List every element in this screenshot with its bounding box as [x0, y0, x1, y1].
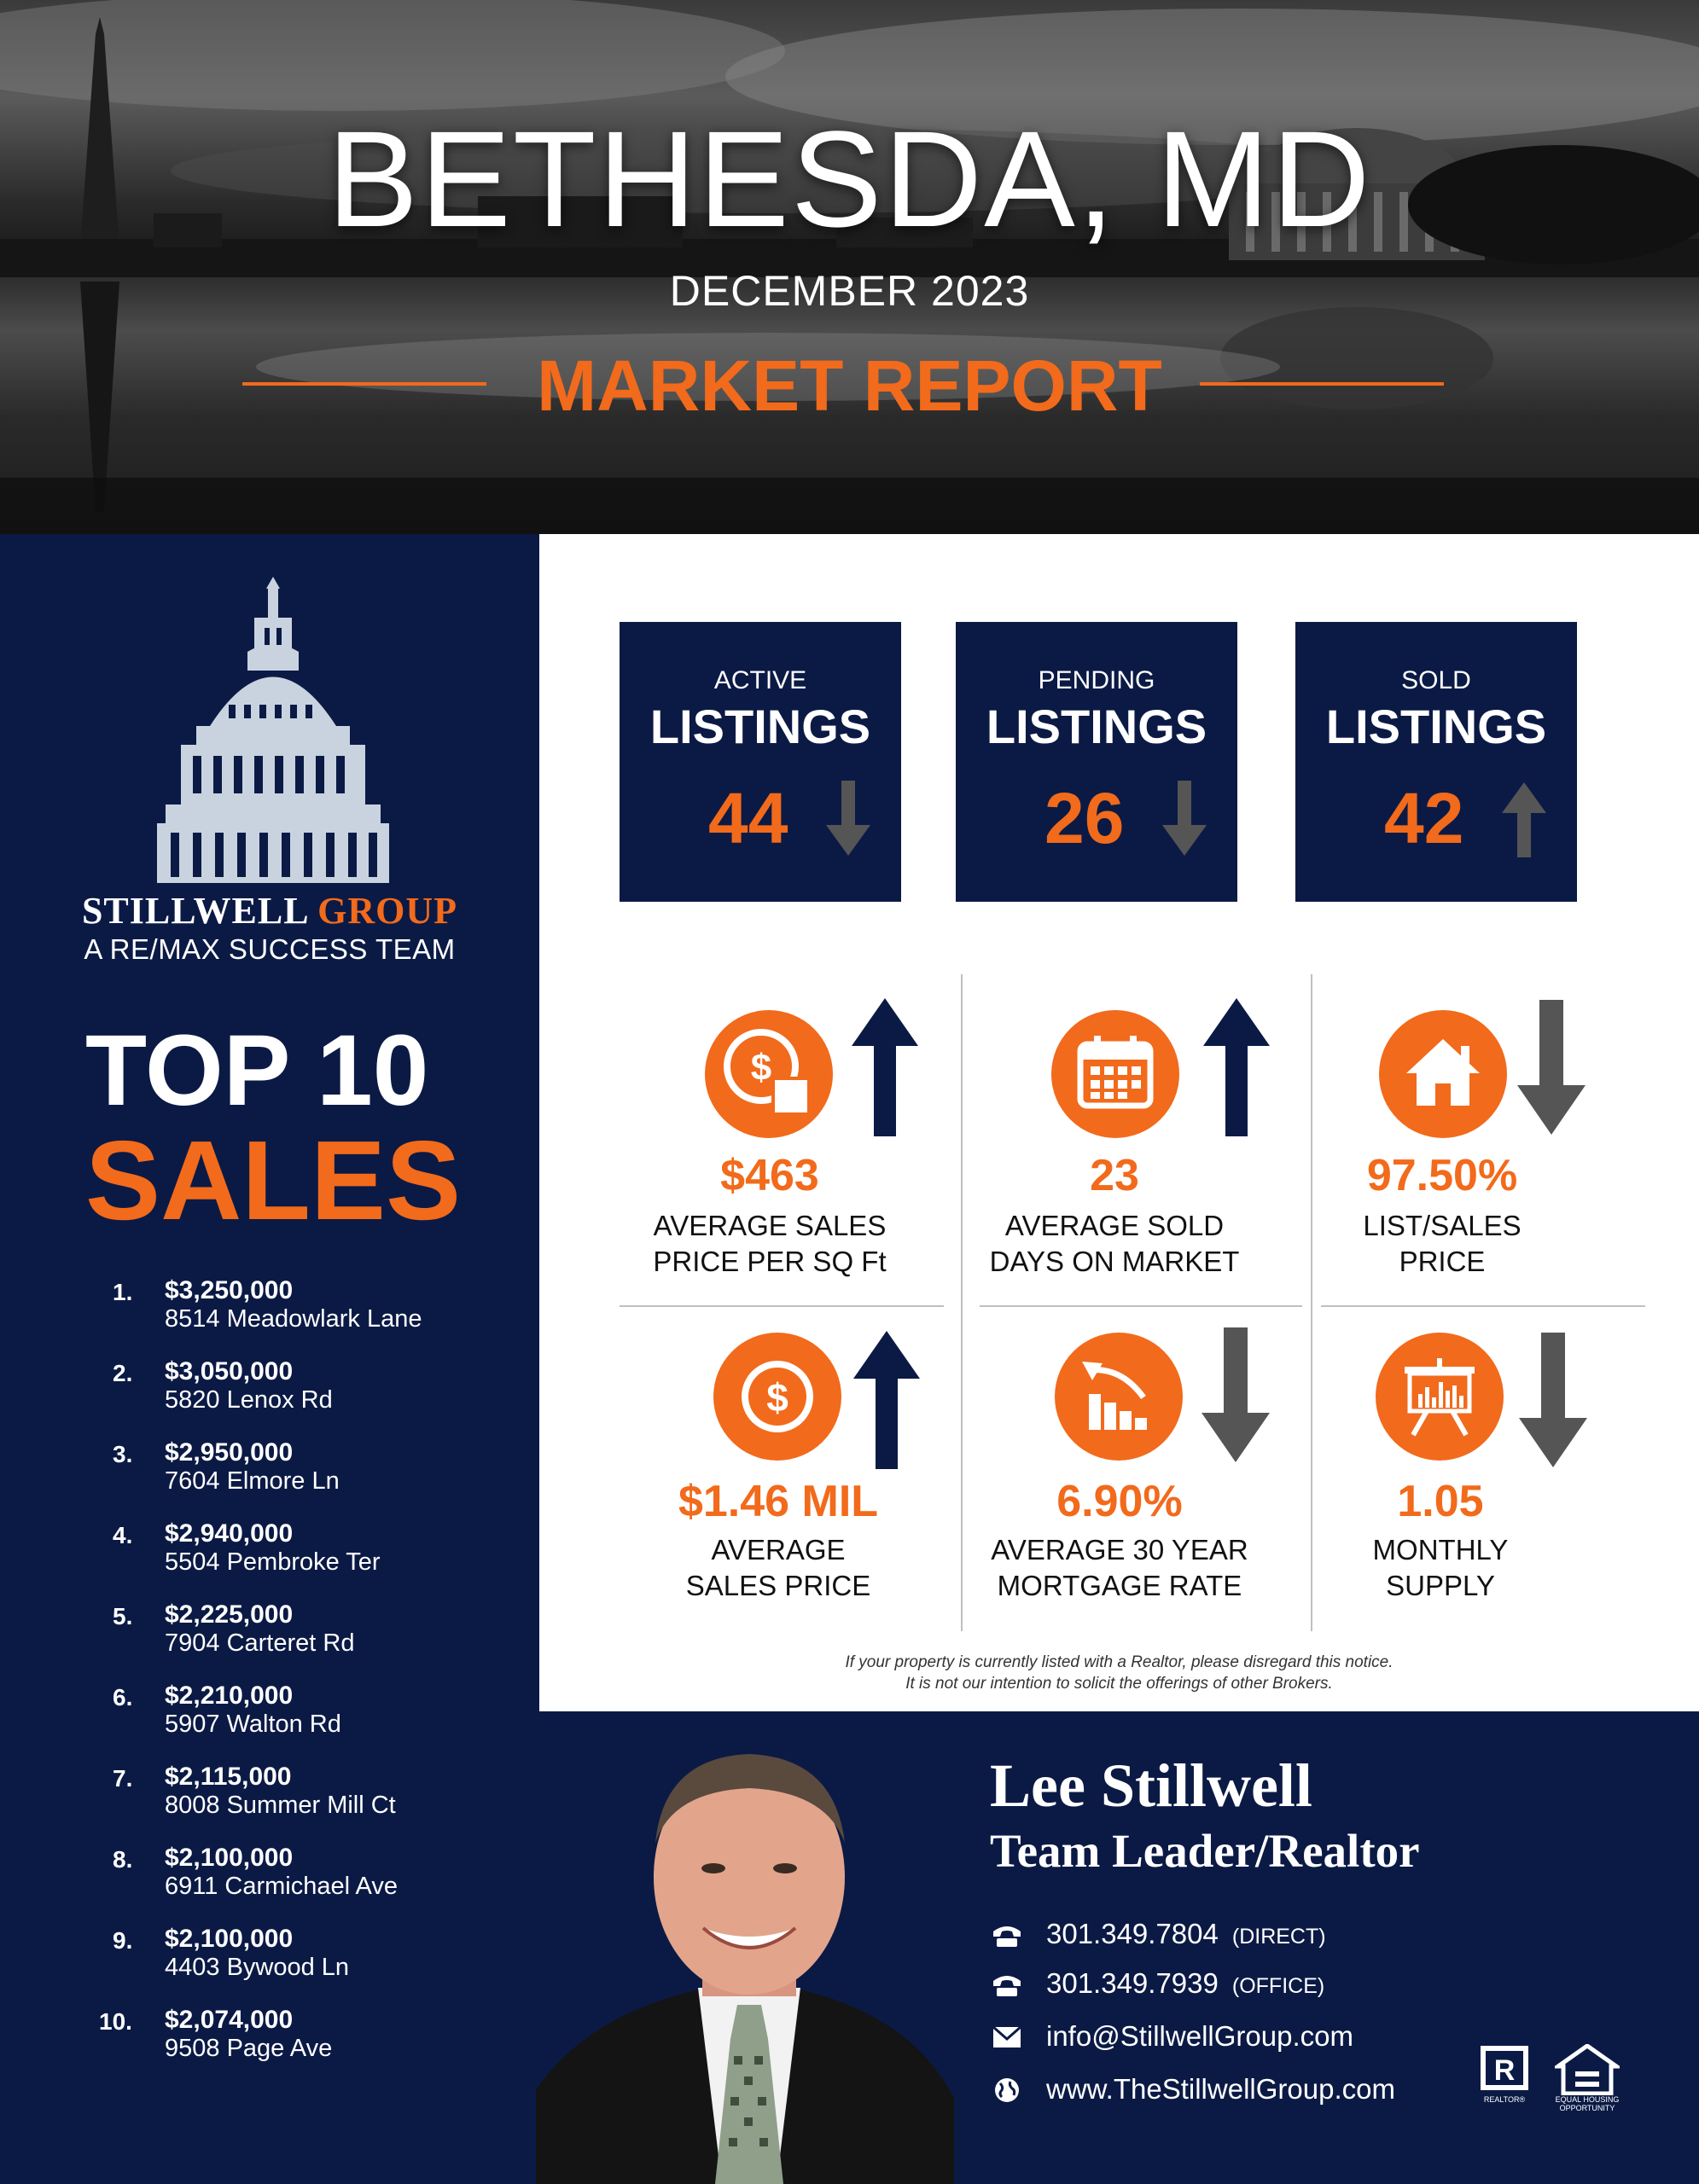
sale-address: 8514 Meadowlark Lane [165, 1305, 422, 1333]
arrow-up-icon [852, 1329, 922, 1471]
globe-icon [990, 2077, 1024, 2104]
realtor-logo-label: REALTOR® [1483, 2095, 1526, 2104]
disclaimer-line2: It is not our intention to solicit the offerings of other Brokers. [905, 1675, 1333, 1693]
stat-label [1278, 1532, 1603, 1604]
brand-tagline: A RE/MAX SUCCESS TEAM [84, 933, 456, 965]
agent-title: Team Leader/Realtor [990, 1825, 1420, 1877]
stat-label-line2: PRICE PER SQ Ft [653, 1246, 887, 1277]
sale-rank: 4. [113, 1522, 133, 1548]
sale-rank: 7. [113, 1765, 133, 1792]
stat-value: $1.46 MIL [678, 1477, 879, 1526]
stat-label-line1: AVERAGE SALES [653, 1210, 887, 1241]
card-title: LISTINGS [1325, 700, 1547, 753]
arrow-down-icon [1200, 1327, 1271, 1464]
card-kicker: SOLD [1401, 666, 1471, 694]
stat-label [952, 1208, 1277, 1280]
list-item [99, 2006, 522, 2087]
sale-rank: 2. [113, 1360, 133, 1386]
email-link[interactable]: info@StillwellGroup.com [1046, 2020, 1353, 2052]
price-tag-icon [705, 1010, 833, 1138]
brand-name-part1: STILLWELL [81, 890, 308, 932]
sale-rank: 6. [113, 1684, 133, 1711]
stat-label-line2: MORTGAGE RATE [997, 1570, 1242, 1601]
arrow-up-icon [1500, 781, 1548, 857]
agent-name: Lee Stillwell [990, 1751, 1312, 1820]
sale-price: $2,074,000 [165, 2006, 294, 2034]
calendar-icon [1051, 1010, 1179, 1138]
top-sales-list [99, 1276, 522, 2087]
house-icon [1379, 1010, 1507, 1138]
arrow-down-icon [1517, 1333, 1589, 1469]
card-value: 42 [1384, 778, 1464, 858]
list-item [113, 1276, 522, 1357]
sale-address: 6911 Carmichael Ave [165, 1873, 398, 1900]
stat-value: $463 [720, 1151, 819, 1200]
stat-label-line2: SUPPLY [1386, 1570, 1495, 1601]
sale-rank: 8. [113, 1846, 133, 1873]
card-title: LISTINGS [986, 700, 1207, 753]
card-title: LISTINGS [649, 700, 871, 753]
svg-text:R: R [1493, 2054, 1516, 2087]
sale-price: $3,250,000 [165, 1276, 294, 1304]
list-item [113, 1519, 522, 1600]
brand-name-part2: GROUP [317, 890, 458, 932]
capitol-dome-logo [128, 577, 418, 892]
row-divider [1321, 1305, 1645, 1307]
sale-address: 4403 Bywood Ln [165, 1954, 350, 1981]
sale-rank: 5. [113, 1603, 133, 1629]
stat-label-line2: SALES PRICE [685, 1570, 871, 1601]
stat-label [1280, 1208, 1604, 1280]
phone-type: (DIRECT) [1231, 1925, 1326, 1949]
equal-housing-icon [1555, 2044, 1620, 2095]
sold-listings-card [1295, 622, 1577, 902]
svg-text:$: $ [766, 1375, 788, 1420]
arrow-up-icon [1202, 996, 1271, 1138]
card-value: 26 [1044, 778, 1125, 858]
stat-label-line1: AVERAGE [711, 1534, 846, 1565]
sale-price: $2,950,000 [165, 1438, 294, 1467]
list-item [113, 1763, 522, 1844]
sale-address: 5907 Walton Rd [165, 1711, 341, 1738]
envelope-icon [990, 2024, 1024, 2051]
stat-value: 97.50% [1366, 1151, 1518, 1200]
stat-label-line1: MONTHLY [1372, 1534, 1509, 1565]
top-sales-heading: TOP 10 [85, 1014, 429, 1127]
stat-label [616, 1532, 940, 1604]
stat-label-line2: DAYS ON MARKET [989, 1246, 1240, 1277]
card-kicker: ACTIVE [713, 666, 807, 694]
phone-number[interactable]: 301.349.7939 [1046, 1967, 1219, 1999]
list-item [113, 1844, 522, 1925]
sale-price: $2,100,000 [165, 1925, 294, 1953]
arrow-down-icon [824, 781, 872, 857]
disclaimer-line1: If your property is currently listed with a Realtor, please disregard this notice. [845, 1653, 1394, 1671]
sale-price: $2,940,000 [165, 1519, 294, 1548]
sale-address: 7604 Elmore Ln [165, 1467, 340, 1495]
card-kicker: PENDING [1038, 666, 1155, 694]
pending-listings-card [956, 622, 1237, 902]
card-value: 44 [708, 778, 788, 858]
sale-price: $2,100,000 [165, 1844, 294, 1872]
stat-label [957, 1532, 1282, 1604]
page-title: BETHESDA, MD [327, 102, 1372, 255]
equal-housing-label: EQUAL HOUSING OPPORTUNITY [1555, 2095, 1620, 2112]
disclaimer [539, 1652, 1699, 1694]
dollar-coin-icon [713, 1333, 841, 1461]
stat-label-line1: LIST/SALES [1363, 1210, 1522, 1241]
sale-address: 9508 Page Ave [165, 2035, 333, 2062]
sale-address: 5504 Pembroke Ter [165, 1548, 381, 1576]
agent-photo [536, 1732, 963, 2184]
sale-rank: 1. [113, 1279, 133, 1305]
sale-price: $2,115,000 [165, 1763, 292, 1791]
report-title: MARKET REPORT [537, 346, 1162, 426]
sale-address: 8008 Summer Mill Ct [165, 1792, 396, 1819]
list-item [113, 1682, 522, 1763]
brand-name [0, 889, 539, 932]
stat-label-line1: AVERAGE SOLD [1004, 1210, 1225, 1241]
svg-text:$: $ [750, 1047, 772, 1089]
website-link[interactable]: www.TheStillwellGroup.com [1046, 2073, 1395, 2105]
sale-address: 7904 Carteret Rd [165, 1629, 355, 1657]
stat-value: 23 [1090, 1151, 1139, 1200]
row-divider [980, 1305, 1302, 1307]
top-sales-heading-accent: SALES [85, 1118, 462, 1243]
active-listings-card [620, 622, 901, 902]
phone-icon [990, 1921, 1024, 1949]
stat-label-line1: AVERAGE 30 YEAR [991, 1534, 1248, 1565]
sale-price: $3,050,000 [165, 1357, 294, 1385]
list-item [113, 1357, 522, 1438]
declining-chart-icon [1055, 1333, 1183, 1461]
stat-label-line2: PRICE [1399, 1246, 1486, 1277]
list-item [113, 1925, 522, 2006]
stat-value: 6.90% [1056, 1477, 1183, 1526]
arrow-down-icon [1516, 1000, 1587, 1136]
list-item [113, 1600, 522, 1682]
header-banner [0, 0, 1699, 534]
list-item [113, 1438, 522, 1519]
sale-price: $2,210,000 [165, 1682, 294, 1710]
report-date: DECEMBER 2023 [669, 267, 1030, 315]
sale-rank: 3. [113, 1441, 133, 1467]
arrow-down-icon [1161, 781, 1208, 857]
sale-rank: 10. [99, 2008, 132, 2035]
phone-number[interactable]: 301.349.7804 [1046, 1918, 1219, 1949]
phone-icon [990, 1971, 1024, 1998]
sale-price: $2,225,000 [165, 1600, 294, 1629]
stat-value: 1.05 [1397, 1477, 1484, 1526]
presentation-board-icon [1376, 1333, 1504, 1461]
sale-rank: 9. [113, 1927, 133, 1954]
stat-label [608, 1208, 932, 1280]
sale-address: 5820 Lenox Rd [165, 1386, 333, 1414]
arrow-up-icon [850, 996, 920, 1138]
row-divider [620, 1305, 944, 1307]
phone-type: (OFFICE) [1231, 1974, 1325, 1998]
